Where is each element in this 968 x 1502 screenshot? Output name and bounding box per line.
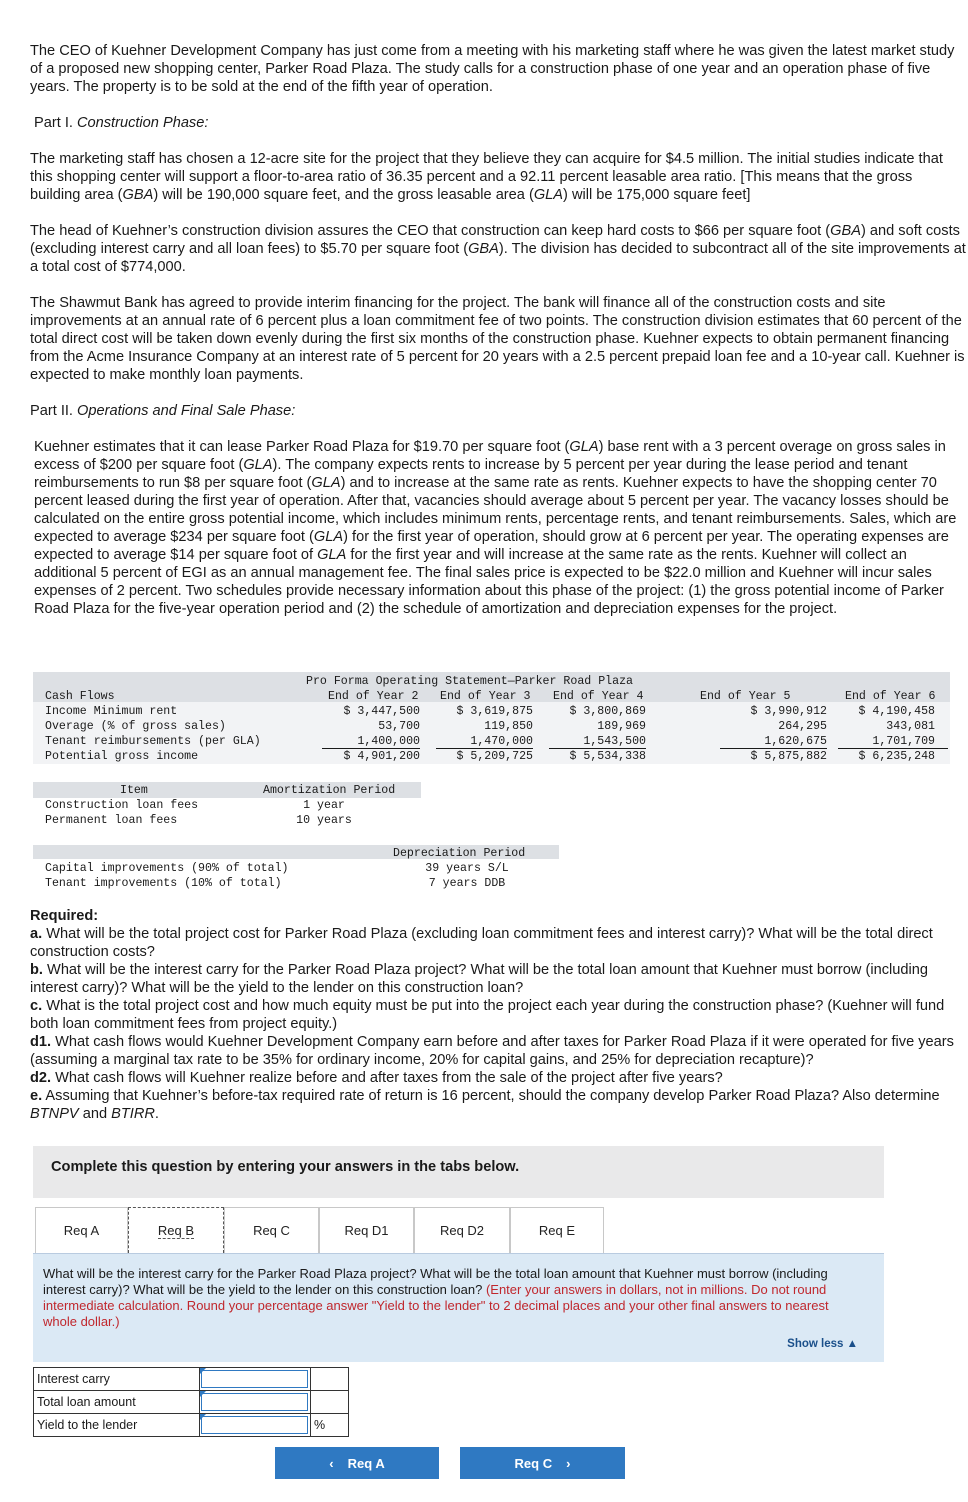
question-instructions: (Enter your answers in dollars, not in millions. Do not round intermediate calculation. Round your percentage answer "Yield to the lender" to 2 decimal places and your other final answers to nearest whole dollar.) [43, 1282, 829, 1329]
part-1-heading: Part I. Construction Phase: [34, 115, 209, 131]
cell-y6-pgi: $ 6,235,248 [858, 750, 935, 763]
tab-req-d1[interactable]: Req D1 [319, 1207, 414, 1253]
intro-paragraph-2: The marketing staff has chosen a 12-acre site for the project that they believe they can acquire for $4.5 million. The initial studies indicate that this shopping center will support a floor-to-area ratio of 36.35 percent and a 92.11 percent leasable area ratio. [This means that the gross building area (GBA) will be 190,000 square feet, and the gross leasable area (GLA) will be 175,000 square feet] [30, 151, 943, 203]
cell-y3-overage: 119,850 [484, 720, 533, 733]
answer-label-total-loan: Total loan amount [34, 1391, 200, 1414]
row-label-overage: Overage (% of gross sales) [45, 720, 226, 733]
question-panel [33, 1253, 884, 1362]
cell-y6-reimb: 1,701,709 [872, 735, 935, 748]
intro-paragraph-4: The Shawmut Bank has agreed to provide interim financing for the project. The bank will finance all of the construction costs and site improvements at an annual rate of 6 percent plus a loan commitment fee of two points. The construction division estimates that 60 percent of the total direct cost will be taken down evenly during the first six months of the construction phase. Kuehner expects to obtain permanent financing from the Acme Insurance Company at an interest rate of 5 percent for 20 years with a 2.5 percent prepaid loan fee and a 10-year call. Kuehner is expected to make monthly loan payments. [30, 295, 965, 383]
answer-label-yield: Yield to the lender [34, 1414, 200, 1437]
tab-req-c[interactable]: Req C [224, 1207, 319, 1253]
underline-y3 [436, 748, 533, 749]
tab-req-a[interactable]: Req A [35, 1207, 128, 1253]
tab-req-b[interactable]: Req B [128, 1207, 224, 1253]
cell-y3-min-rent: $ 3,619,875 [456, 705, 533, 718]
answer-row [34, 1368, 349, 1391]
amort-item-construction: Construction loan fees [45, 799, 199, 812]
cell-y5-min-rent: $ 3,990,912 [750, 705, 827, 718]
required-c: c. What is the total project cost and how much equity must be put into the project each year during the construction phase? (Kuehner will fund both loan commitment fees from project equity.) [30, 998, 945, 1032]
cell-y5-overage: 264,295 [778, 720, 827, 733]
depr-item-tenant: Tenant improvements (10% of total) [45, 877, 282, 890]
cell-y3-reimb: 1,470,000 [470, 735, 533, 748]
col-header-year-4: End of Year 4 [553, 690, 644, 703]
required-section [30, 907, 960, 1123]
complete-question-banner: Complete this question by entering your answers in the tabs below. [33, 1146, 884, 1198]
interest-carry-input[interactable] [200, 1368, 311, 1391]
required-e: e. Assuming that Kuehner’s before-tax required rate of return is 16 percent, should the company develop Parker Road Plaza? Also determine BTNPV and BTIRR. [30, 1088, 940, 1122]
prev-req-a-button[interactable]: ‹ Req A [275, 1447, 439, 1479]
cell-y6-min-rent: $ 4,190,458 [858, 705, 935, 718]
intro-paragraph-1: The CEO of Kuehner Development Company has just come from a meeting with his marketing staff where he was given the latest market study of a proposed new shopping center, Parker Road Plaza. The study calls for a construction phase of one year and an operation phase of five years. The property is to be sold at the end of the fifth year of operation. [30, 43, 955, 95]
col-header-year-2: End of Year 2 [328, 690, 419, 703]
cell-y2-pgi: $ 4,901,200 [343, 750, 420, 763]
amort-period-construction: 1 year [303, 799, 345, 812]
answer-unit [311, 1391, 349, 1414]
cell-y6-overage: 343,081 [886, 720, 935, 733]
cash-flows-header: Cash Flows [45, 690, 115, 703]
tab-req-e[interactable]: Req E [510, 1207, 604, 1253]
cell-y5-reimb: 1,620,675 [764, 735, 827, 748]
percent-unit: % [311, 1414, 349, 1437]
cell-y4-pgi: $ 5,534,338 [569, 750, 646, 763]
cell-y2-min-rent: $ 3,447,500 [343, 705, 420, 718]
yield-to-lender-input[interactable] [200, 1414, 311, 1437]
show-less-link[interactable]: Show less ▲ [787, 1338, 858, 1350]
required-d1: d1. What cash flows would Kuehner Development Company earn before and after taxes for Parker Road Plaza if it were operated for five years (assuming a marginal tax rate to be 35% for ordinary income, 20% for capital gains, and 25% for depreciation recapture)? [30, 1034, 954, 1068]
intro-paragraph-5: Kuehner estimates that it can lease Parker Road Plaza for $19.70 per square foot (GLA) base rent with a 3 percent overage on gross sales in excess of $200 per square foot (GLA). The company expects rents to increase by 5 percent per year during the lease period and tenant reimbursements to run $8 per square foot (GLA) and to increase at the same rate as rents. Kuehner expects to have the shopping center 70 percent leased during the first year of operation. After that, vacancies should average about 5 percent per year. The vacancy losses should be calculated on the entire gross potential income, which includes minimum rents, percentage rents, and tenant reimbursements. Sales, which are expected to average $234 per square foot (GLA) for the first year of operation, should grow at 6 percent per year. The operating expenses are expected to average $14 per square foot of GLA for the first year and will increase at the same rate as the rents. Kuehner will collect an additional 5 percent of EGI as an annual management fee. The final sales price is expected to be $22.0 million and Kuehner will incur sales expenses of 2 percent. Two schedules provide necessary information about this phase of the project: (1) the gross potential income of Parker Road Plaza for the five-year operation period and (2) the schedule of amortization and depreciation expenses for the project. [34, 439, 957, 617]
col-header-year-5: End of Year 5 [700, 690, 791, 703]
required-heading: Required: [30, 908, 99, 924]
answer-unit [311, 1368, 349, 1391]
part-2-heading: Part II. Operations and Final Sale Phase: [30, 403, 296, 419]
tab-req-d2[interactable]: Req D2 [414, 1207, 510, 1253]
depr-item-capital: Capital improvements (90% of total) [45, 862, 289, 875]
depr-period-tenant: 7 years DDB [428, 877, 506, 890]
answer-label-interest-carry: Interest carry [34, 1368, 200, 1391]
cell-y2-reimb: 1,400,000 [357, 735, 420, 748]
answer-row [34, 1414, 349, 1437]
required-d2: d2. What cash flows will Kuehner realize before and after taxes from the sale of the project after five years? [30, 1070, 723, 1086]
chevron-left-icon: ‹ [329, 1455, 334, 1471]
proforma-title: Pro Forma Operating Statement—Parker Road Plaza [306, 675, 633, 688]
row-label-potential-gross-income: Potential gross income [45, 750, 199, 763]
amort-item-permanent: Permanent loan fees [45, 814, 178, 827]
required-a: a. What will be the total project cost for Parker Road Plaza (excluding loan commitment fees and interest carry)? What will be the total direct construction costs? [30, 926, 933, 960]
amort-period-permanent: 10 years [296, 814, 352, 827]
question-text: What will be the interest carry for the Parker Road Plaza project? What will be the total loan amount that Kuehner must borrow (including interest carry)? What will be the yield to the lender on this construction loan? (Enter your answers in dollars, not in millions. Do not round intermediate calculation. Round your percentage answer "Yield to the lender" to 2 decimal places and your other final answers to nearest whole dollar.) [43, 1266, 829, 1329]
row-label-minimum-rent: Income Minimum rent [45, 705, 178, 718]
intro-paragraph-3: The head of Kuehner’s construction division assures the CEO that construction can keep hard costs to $66 per square foot (GBA) and soft costs (excluding interest carry and all loan fees) to $5.70 per square foot (GBA). The division has decided to subcontract all of the site improvements at a total cost of $774,000. [30, 223, 966, 275]
cell-y2-overage: 53,700 [378, 720, 420, 733]
cell-y3-pgi: $ 5,209,725 [456, 750, 533, 763]
col-header-year-3: End of Year 3 [440, 690, 531, 703]
col-header-year-6: End of Year 6 [845, 690, 936, 703]
total-loan-amount-input[interactable] [200, 1391, 311, 1414]
depr-period-capital: 39 years S/L [425, 862, 509, 875]
depr-col-period: Depreciation Period [393, 847, 526, 860]
answer-row [34, 1391, 349, 1414]
row-label-tenant-reimbursements: Tenant reimbursements (per GLA) [45, 735, 261, 748]
amort-col-period: Amortization Period [263, 784, 396, 797]
underline-y4 [549, 748, 646, 749]
amort-col-item: Item [120, 784, 148, 797]
cell-y4-min-rent: $ 3,800,869 [569, 705, 646, 718]
underline-y6 [838, 748, 948, 749]
required-b: b. What will be the interest carry for the Parker Road Plaza project? What will be the total loan amount that Kuehner must borrow (including interest carry)? What will be the yield to the lender on this construction loan? [30, 962, 928, 996]
chevron-right-icon: › [566, 1455, 571, 1471]
answer-table [33, 1367, 349, 1437]
underline-y2 [322, 748, 420, 749]
cell-y4-overage: 189,969 [597, 720, 646, 733]
cell-y4-reimb: 1,543,500 [583, 735, 646, 748]
underline-y5 [720, 748, 827, 749]
cell-y5-pgi: $ 5,875,882 [750, 750, 827, 763]
next-req-c-button[interactable]: Req C › [460, 1447, 625, 1479]
